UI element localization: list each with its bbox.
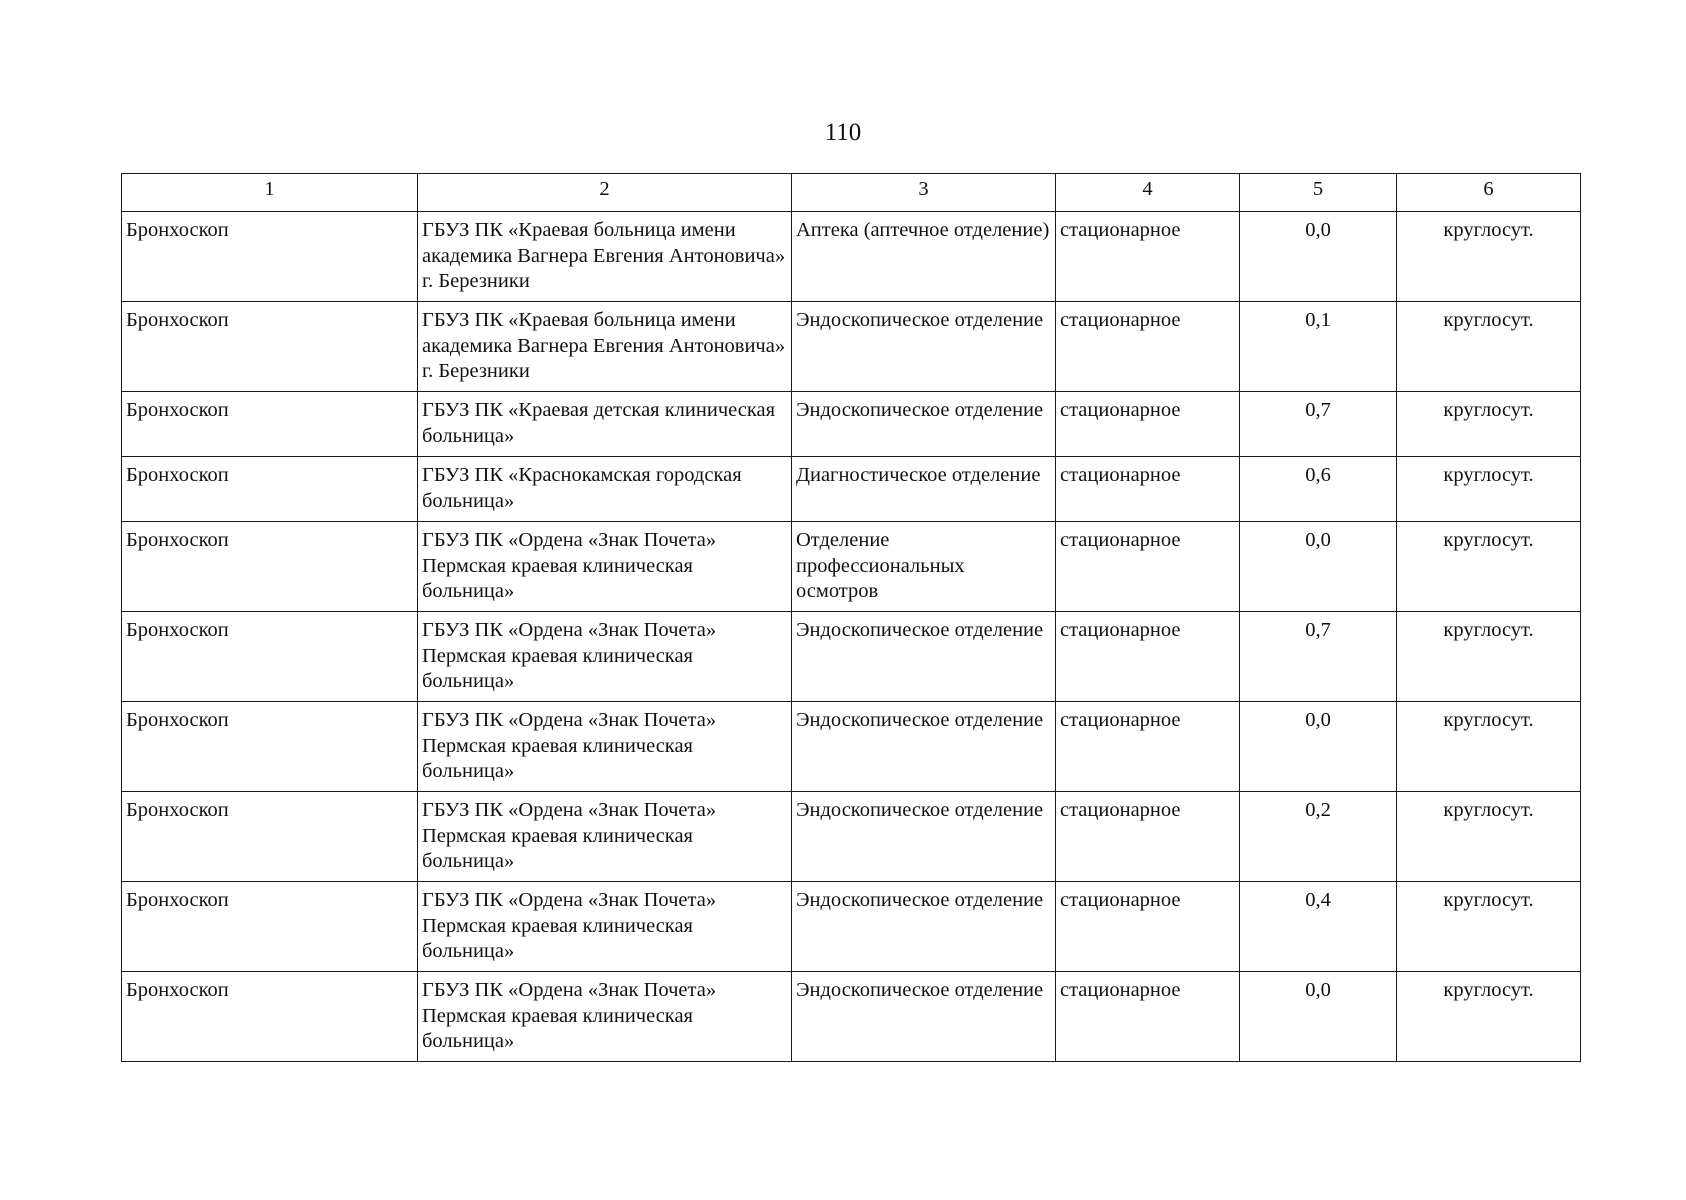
mode-cell: круглосут. — [1397, 882, 1581, 972]
table-row — [122, 457, 1581, 522]
organization-cell: ГБУЗ ПК «Ордена «Знак Почета» Пермская краевая клиническая больница» — [418, 972, 792, 1062]
value-cell: 0,0 — [1240, 212, 1397, 302]
value-cell: 0,0 — [1240, 702, 1397, 792]
organization-cell: ГБУЗ ПК «Краснокамская городская больница» — [418, 457, 792, 522]
organization-cell: ГБУЗ ПК «Краевая больница имени академика Вагнера Евгения Антоновича» г. Березники — [418, 302, 792, 392]
organization-cell: ГБУЗ ПК «Ордена «Знак Почета» Пермская краевая клиническая больница» — [418, 792, 792, 882]
column-number-2: 2 — [418, 174, 792, 212]
table-row — [122, 882, 1581, 972]
department-cell: Эндоскопическое отделение — [792, 882, 1056, 972]
equipment-cell: Бронхоскоп — [122, 792, 418, 882]
column-number-4: 4 — [1056, 174, 1240, 212]
mode-cell: круглосут. — [1397, 792, 1581, 882]
department-cell: Эндоскопическое отделение — [792, 792, 1056, 882]
table-row — [122, 972, 1581, 1062]
table-row — [122, 212, 1581, 302]
type-cell: стационарное — [1056, 792, 1240, 882]
value-cell: 0,0 — [1240, 522, 1397, 612]
table-row — [122, 392, 1581, 457]
equipment-cell: Бронхоскоп — [122, 457, 418, 522]
value-cell: 0,2 — [1240, 792, 1397, 882]
column-number-6: 6 — [1397, 174, 1581, 212]
value-cell: 0,7 — [1240, 392, 1397, 457]
mode-cell: круглосут. — [1397, 972, 1581, 1062]
equipment-cell: Бронхоскоп — [122, 702, 418, 792]
type-cell: стационарное — [1056, 522, 1240, 612]
organization-cell: ГБУЗ ПК «Краевая детская клиническая больница» — [418, 392, 792, 457]
value-cell: 0,7 — [1240, 612, 1397, 702]
table-row — [122, 792, 1581, 882]
equipment-cell: Бронхоскоп — [122, 392, 418, 457]
organization-cell: ГБУЗ ПК «Ордена «Знак Почета» Пермская краевая клиническая больница» — [418, 612, 792, 702]
equipment-table — [121, 173, 1581, 1062]
type-cell: стационарное — [1056, 212, 1240, 302]
type-cell: стационарное — [1056, 702, 1240, 792]
organization-cell: ГБУЗ ПК «Ордена «Знак Почета» Пермская краевая клиническая больница» — [418, 702, 792, 792]
mode-cell: круглосут. — [1397, 392, 1581, 457]
department-cell: Аптека (аптечное отделение) — [792, 212, 1056, 302]
equipment-cell: Бронхоскоп — [122, 212, 418, 302]
mode-cell: круглосут. — [1397, 212, 1581, 302]
column-number-3: 3 — [792, 174, 1056, 212]
value-cell: 0,0 — [1240, 972, 1397, 1062]
department-cell: Эндоскопическое отделение — [792, 702, 1056, 792]
type-cell: стационарное — [1056, 882, 1240, 972]
type-cell: стационарное — [1056, 392, 1240, 457]
department-cell: Диагностическое отделение — [792, 457, 1056, 522]
column-number-1: 1 — [122, 174, 418, 212]
value-cell: 0,6 — [1240, 457, 1397, 522]
department-cell: Эндоскопическое отделение — [792, 302, 1056, 392]
equipment-cell: Бронхоскоп — [122, 302, 418, 392]
organization-cell: ГБУЗ ПК «Ордена «Знак Почета» Пермская краевая клиническая больница» — [418, 522, 792, 612]
type-cell: стационарное — [1056, 972, 1240, 1062]
department-cell: Эндоскопическое отделение — [792, 392, 1056, 457]
mode-cell: круглосут. — [1397, 302, 1581, 392]
page-number: 110 — [824, 119, 862, 146]
type-cell: стационарное — [1056, 302, 1240, 392]
column-number-5: 5 — [1240, 174, 1397, 212]
mode-cell: круглосут. — [1397, 457, 1581, 522]
mode-cell: круглосут. — [1397, 612, 1581, 702]
equipment-cell: Бронхоскоп — [122, 612, 418, 702]
department-cell: Эндоскопическое отделение — [792, 612, 1056, 702]
equipment-cell: Бронхоскоп — [122, 522, 418, 612]
organization-cell: ГБУЗ ПК «Ордена «Знак Почета» Пермская краевая клиническая больница» — [418, 882, 792, 972]
mode-cell: круглосут. — [1397, 702, 1581, 792]
mode-cell: круглосут. — [1397, 522, 1581, 612]
value-cell: 0,4 — [1240, 882, 1397, 972]
department-cell: Отделение профессиональных осмотров — [792, 522, 1056, 612]
type-cell: стационарное — [1056, 457, 1240, 522]
table-row — [122, 522, 1581, 612]
equipment-cell: Бронхоскоп — [122, 972, 418, 1062]
equipment-cell: Бронхоскоп — [122, 882, 418, 972]
table-row — [122, 702, 1581, 792]
organization-cell: ГБУЗ ПК «Краевая больница имени академика Вагнера Евгения Антоновича» г. Березники — [418, 212, 792, 302]
column-number-row — [122, 174, 1581, 212]
value-cell: 0,1 — [1240, 302, 1397, 392]
type-cell: стационарное — [1056, 612, 1240, 702]
table-row — [122, 612, 1581, 702]
table-row — [122, 302, 1581, 392]
department-cell: Эндоскопическое отделение — [792, 972, 1056, 1062]
